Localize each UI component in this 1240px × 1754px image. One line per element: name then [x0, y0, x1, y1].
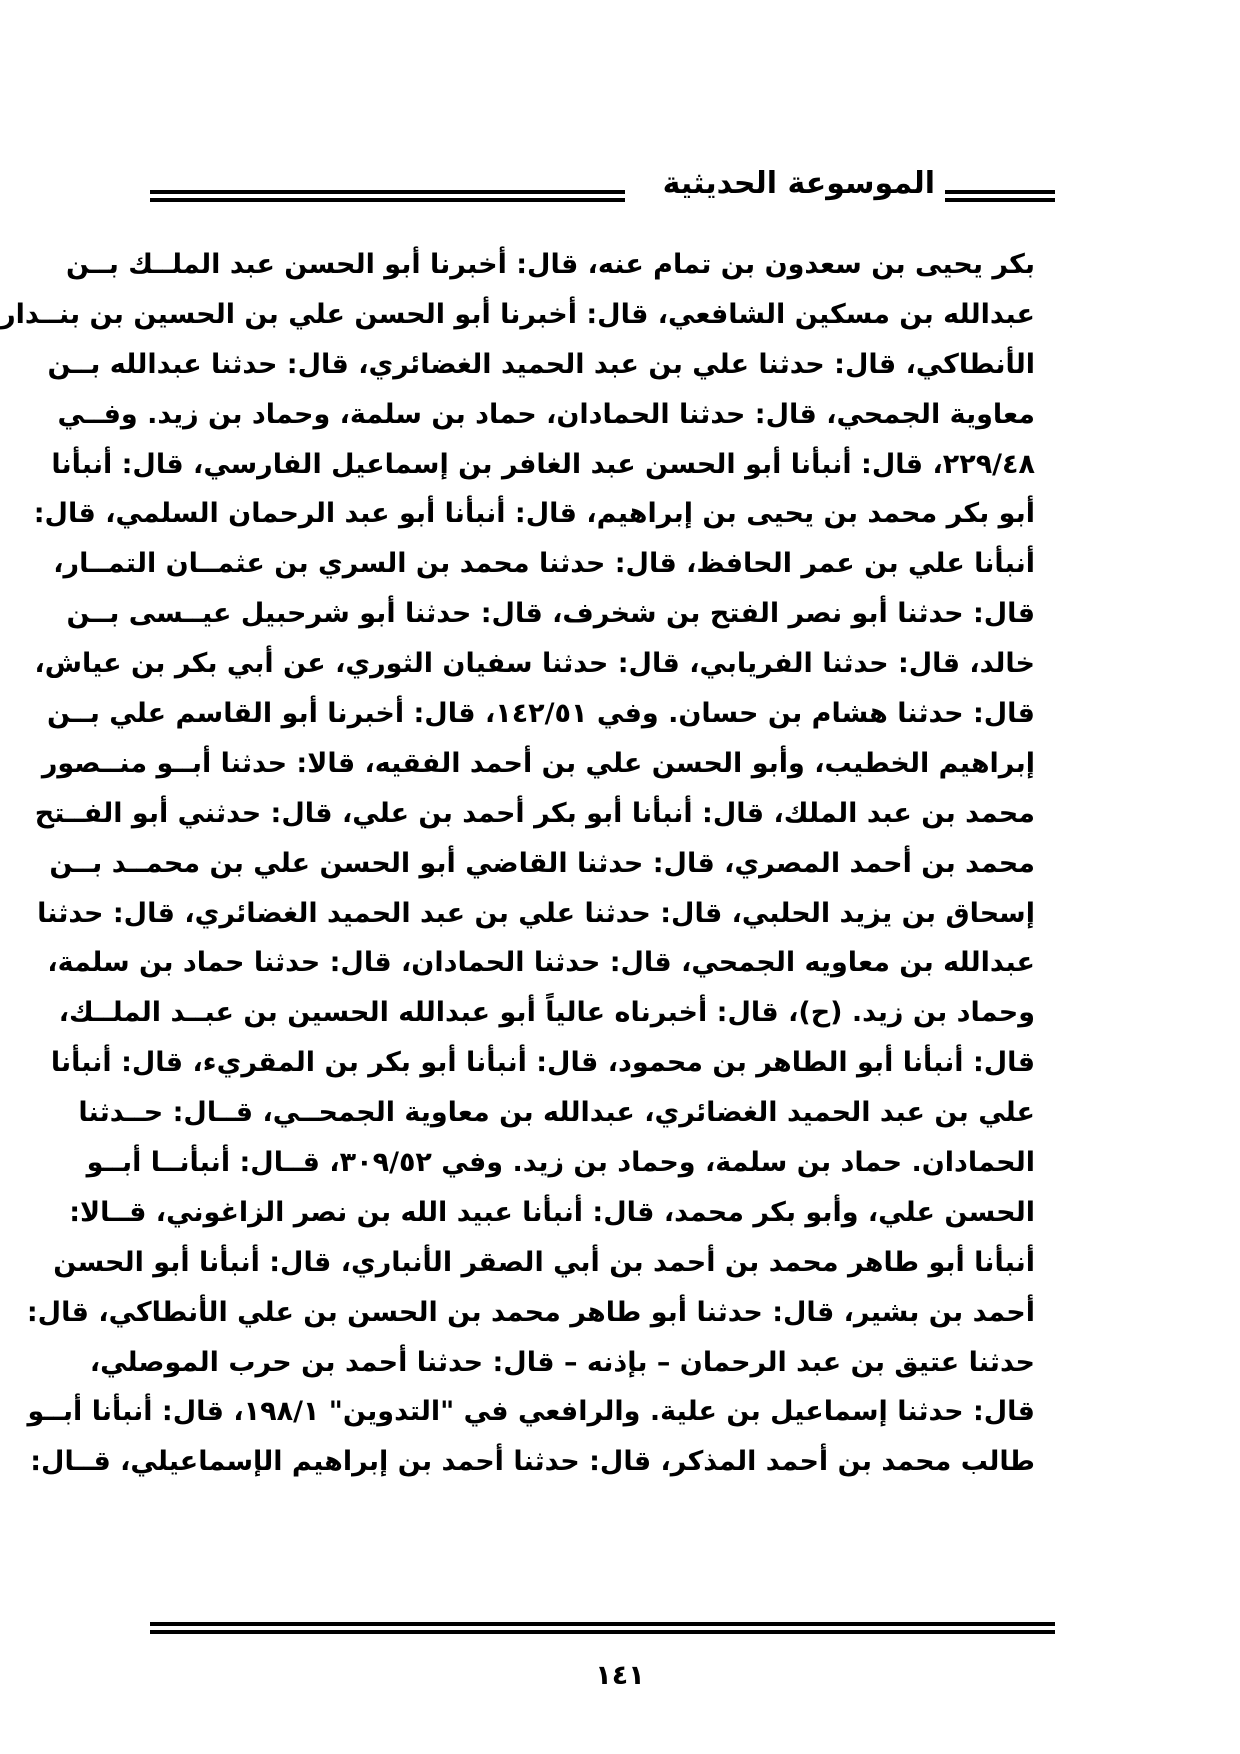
text-line: عبدالله بن مسكين الشافعي، قال: أخبرنا أبو الحسن علي بن الحسين بن بنــدار — [0, 298, 1035, 330]
text-line: علي بن عبد الحميد الغضائري، عبدالله بن معاوية الجمحــي، قــال: حــدثنا — [78, 1097, 1035, 1129]
header-title: الموسوعة الحديثية — [653, 162, 945, 206]
footer-rule — [150, 1622, 1055, 1634]
header-rule-right — [945, 190, 1055, 202]
text-line: إسحاق بن يزيد الحلبي، قال: حدثنا علي بن عبد الحميد الغضائري، قال: حدثنا — [37, 897, 1035, 929]
text-line: الأنطاكي، قال: حدثنا علي بن عبد الحميد الغضائري، قال: حدثنا عبدالله بــن — [47, 348, 1035, 380]
text-line: قال: حدثنا إسماعيل بن علية. والرافعي في "التدوين" ١٩٨/١، قال: أنبأنا أبــو — [27, 1396, 1035, 1428]
text-line: إبراهيم الخطيب، وأبو الحسن علي بن أحمد الفقيه، قالا: حدثنا أبــو منــصور — [41, 747, 1035, 779]
text-line: الحسن علي، وأبو بكر محمد، قال: أنبأنا عبيد الله بن نصر الزاغوني، قــالا: — [69, 1196, 1035, 1228]
text-line: محمد بن عبد الملك، قال: أنبأنا أبو بكر أحمد بن علي، قال: حدثني أبو الفــتح — [34, 797, 1035, 829]
text-line: ٢٢٩/٤٨، قال: أنبأنا أبو الحسن عبد الغافر بن إسماعيل الفارسي، قال: أنبأنا — [51, 448, 1035, 480]
running-header — [150, 160, 1055, 220]
text-line: الحمادان. حماد بن سلمة، وحماد بن زيد. وفي ٣٠٩/٥٢، قــال: أنبأنــا أبــو — [86, 1147, 1035, 1179]
text-line: حدثنا عتيق بن عبد الرحمان – بإذنه – قال: حدثنا أحمد بن حرب الموصلي، — [89, 1346, 1035, 1378]
text-line: عبدالله بن معاويه الجمحي، قال: حدثنا الحمادان، قال: حدثنا حماد بن سلمة، — [47, 947, 1035, 979]
header-rule-left — [150, 190, 625, 202]
text-line: بكر يحيى بن سعدون بن تمام عنه، قال: أخبرنا أبو الحسن عبد الملــك بــن — [66, 249, 1035, 280]
text-line: قال: حدثنا أبو نصر الفتح بن شخرف، قال: حدثنا أبو شرحبيل عيــسى بــن — [66, 598, 1035, 630]
page-number: ١٤١ — [595, 1660, 645, 1691]
text-line: محمد بن أحمد المصري، قال: حدثنا القاضي أبو الحسن علي بن محمــد بــن — [49, 847, 1035, 879]
text-line: قال: حدثنا هشام بن حسان. وفي ١٤٢/٥١، قال: أخبرنا أبو القاسم علي بــن — [47, 698, 1035, 730]
text-line: طالب محمد بن أحمد المذكر، قال: حدثنا أحمد بن إبراهيم الإسماعيلي، قــال: — [30, 1446, 1035, 1478]
body-text — [0, 240, 1035, 1487]
text-line: وحماد بن زيد. (ح)، قال: أخبرناه عالياً أبو عبدالله الحسين بن عبــد الملــك، — [58, 997, 1035, 1029]
text-line: أحمد بن بشير، قال: حدثنا أبو طاهر محمد بن الحسن بن علي الأنطاكي، قال: — [26, 1296, 1035, 1328]
text-line: معاوية الجمحي، قال: حدثنا الحمادان، حماد بن سلمة، وحماد بن زيد. وفــي — [57, 398, 1035, 430]
text-line: خالد، قال: حدثنا الفريابي، قال: حدثنا سفيان الثوري، عن أبي بكر بن عياش، — [34, 648, 1035, 680]
text-line: أنبأنا علي بن عمر الحافظ، قال: حدثنا محمد بن السري بن عثمــان التمــار، — [53, 548, 1035, 580]
text-line: أبو بكر محمد بن يحيى بن إبراهيم، قال: أنبأنا أبو عبد الرحمان السلمي، قال: — [33, 498, 1035, 530]
text-line: أنبأنا أبو طاهر محمد بن أحمد بن أبي الصقر الأنباري، قال: أنبأنا أبو الحسن — [53, 1246, 1035, 1278]
text-line: قال: أنبأنا أبو الطاهر بن محمود، قال: أنبأنا أبو بكر بن المقريء، قال: أنبأنا — [50, 1047, 1035, 1079]
